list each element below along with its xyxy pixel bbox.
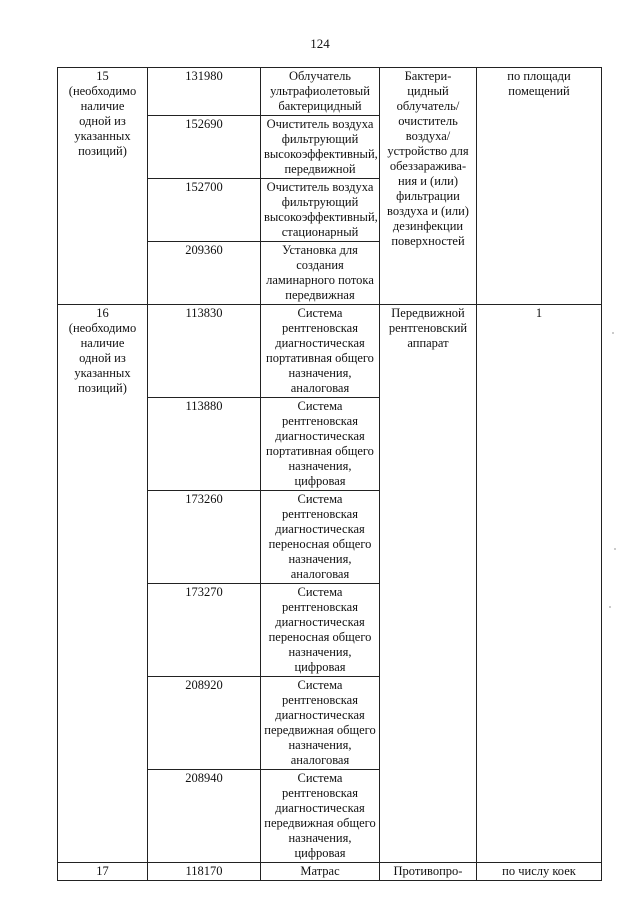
name-cell: Матрас <box>261 863 380 881</box>
code-cell: 173260 <box>148 491 261 584</box>
position-number-cell: 17 <box>58 863 148 881</box>
code-cell: 118170 <box>148 863 261 881</box>
code-cell: 209360 <box>148 242 261 305</box>
equipment-table <box>57 67 602 881</box>
name-cell: Очиститель воздуха фильтрующий высокоэффективный, стационарный <box>261 179 380 242</box>
name-cell: Очиститель воздуха фильтрующий высокоэффективный, передвижной <box>261 116 380 179</box>
code-cell: 173270 <box>148 584 261 677</box>
page-number: 124 <box>310 36 330 51</box>
quantity-cell: по площади помещений <box>477 68 602 305</box>
quantity-cell: по числу коек <box>477 863 602 881</box>
code-cell: 208940 <box>148 770 261 863</box>
position-number-cell: 16 (необходимо наличие одной из указанных позиций) <box>58 305 148 863</box>
name-cell: Система рентгеновская диагностическая портативная общего назначения, цифровая <box>261 398 380 491</box>
code-cell: 113880 <box>148 398 261 491</box>
code-cell: 152700 <box>148 179 261 242</box>
quantity-cell: 1 <box>477 305 602 863</box>
name-cell: Система рентгеновская диагностическая передвижная общего назначения, цифровая <box>261 770 380 863</box>
type-cell: Передвижной рентгеновский аппарат <box>380 305 477 863</box>
type-cell: Бактери- цидный облучатель/ очиститель воздуха/ устройство для обеззаражива- ния и (или) фильтрации воздуха и (или) дезинфекции поверхностей <box>380 68 477 305</box>
position-number-cell: 15 (необходимо наличие одной из указанных позиций) <box>58 68 148 305</box>
name-cell: Система рентгеновская диагностическая портативная общего назначения, аналоговая <box>261 305 380 398</box>
name-cell: Облучатель ультрафиолетовый бактерицидный <box>261 68 380 116</box>
type-cell: Противопро- <box>380 863 477 881</box>
scan-speck <box>609 606 611 608</box>
table-row <box>58 68 602 116</box>
code-cell: 152690 <box>148 116 261 179</box>
scan-speck <box>612 332 614 334</box>
scan-speck <box>614 548 616 550</box>
name-cell: Установка для создания ламинарного потока передвижная <box>261 242 380 305</box>
table-row <box>58 863 602 881</box>
name-cell: Система рентгеновская диагностическая переносная общего назначения, цифровая <box>261 584 380 677</box>
code-cell: 113830 <box>148 305 261 398</box>
name-cell: Система рентгеновская диагностическая передвижная общего назначения, аналоговая <box>261 677 380 770</box>
code-cell: 208920 <box>148 677 261 770</box>
table-row <box>58 305 602 398</box>
code-cell: 131980 <box>148 68 261 116</box>
name-cell: Система рентгеновская диагностическая переносная общего назначения, аналоговая <box>261 491 380 584</box>
